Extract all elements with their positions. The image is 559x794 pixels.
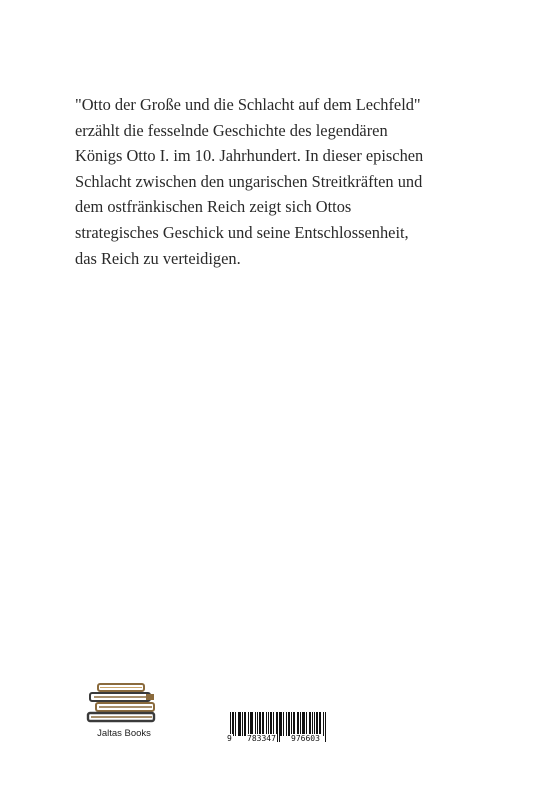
- blurb-line: "Otto der Große und die Schlacht auf dem Lechfeld": [75, 95, 421, 114]
- publisher-name: Jaltas Books: [97, 728, 151, 739]
- book-blurb: [75, 92, 495, 271]
- blurb-line: Königs Otto I. im 10. Jahrhundert. In dieser epischen: [75, 146, 424, 166]
- blurb-line: strategisches Geschick und seine Entschlossenheit,: [75, 222, 409, 242]
- barcode-digits-right: 976603: [291, 734, 320, 743]
- blurb-line: erzählt die fesselnde Geschichte des legendären: [75, 120, 388, 140]
- isbn-barcode: [226, 712, 330, 746]
- barcode-digits-prefix: 9: [227, 734, 232, 743]
- blurb-line: das Reich zu verteidigen.: [75, 248, 241, 268]
- stacked-books-icon: [86, 678, 162, 726]
- blurb-line: Schlacht zwischen den ungarischen Streitkräften und: [75, 171, 423, 191]
- barcode-digits-left: 783347: [247, 734, 276, 743]
- publisher-logo: [78, 672, 170, 744]
- blurb-line: dem ostfränkischen Reich zeigt sich Ottos: [75, 197, 352, 217]
